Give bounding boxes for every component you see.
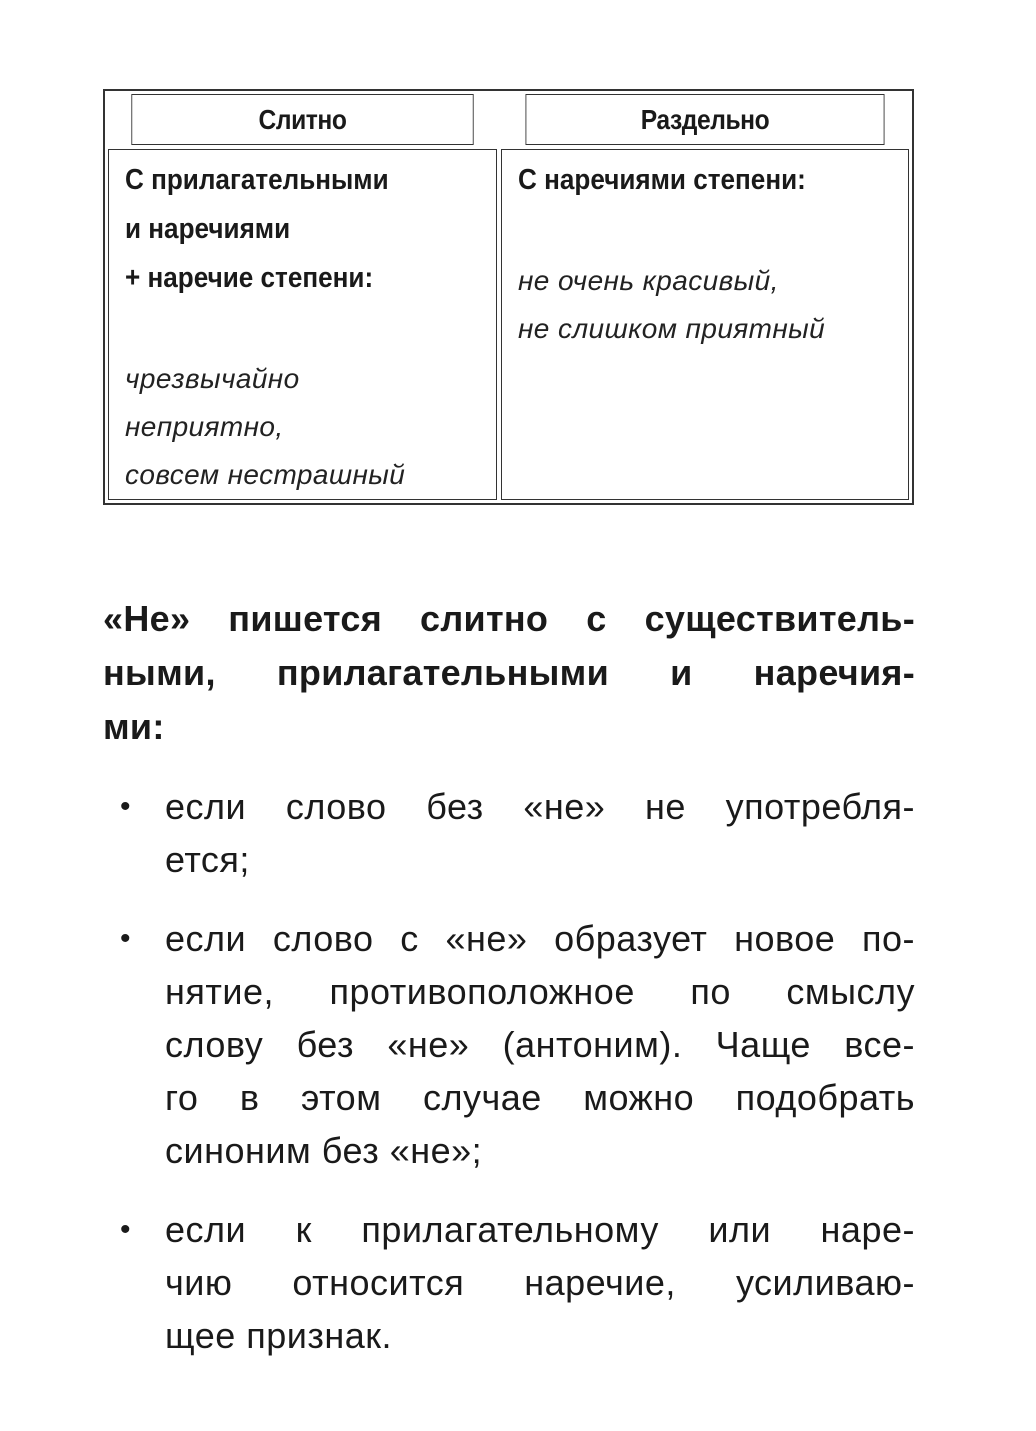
list-item-line: если слово без «не» не употребля-	[165, 786, 915, 827]
list-item	[103, 912, 915, 1177]
example-line: совсем нестрашный	[125, 459, 406, 490]
list-item-line: ется;	[165, 839, 250, 880]
rule-line: С прилагательными	[125, 164, 389, 196]
example-line: неприятно,	[125, 411, 284, 442]
list-item-line: слову без «не» (антоним). Чаще все-	[165, 1024, 915, 1065]
list-item-line: синоним без «не»;	[165, 1130, 483, 1171]
list-item	[103, 780, 915, 886]
example-line: не слишком приятный	[518, 313, 826, 344]
list-item-line: чию относится наречие, усиливаю-	[165, 1262, 915, 1303]
header-separately	[525, 94, 884, 145]
rule-line: С наречиями степени:	[518, 164, 806, 196]
rule-list	[103, 780, 915, 1362]
cell-separately	[501, 149, 909, 500]
header-together-label: Слитно	[258, 103, 347, 135]
list-item-line: нятие, противоположное по смыслу	[165, 971, 915, 1012]
rule-line: и наречиями	[125, 213, 291, 245]
list-item	[103, 1203, 915, 1362]
list-item-line: если слово с «не» образует новое по-	[165, 918, 915, 959]
rule-line: + наречие степени:	[125, 262, 374, 294]
header-together	[131, 94, 473, 145]
section-heading	[103, 592, 915, 754]
list-item-line: если к прилагательному или наре-	[165, 1209, 915, 1250]
heading-line: ми:	[103, 706, 165, 747]
example-line: чрезвычайно	[125, 363, 300, 394]
list-item-line: щее признак.	[165, 1315, 393, 1356]
example-line: не очень красивый,	[518, 265, 779, 296]
header-separately-label: Раздельно	[640, 103, 770, 135]
rules-table	[103, 89, 914, 505]
heading-line: «Не» пишется слитно с существитель-	[103, 598, 915, 639]
bullet-icon: •	[120, 1213, 132, 1246]
bullet-icon: •	[120, 922, 132, 955]
cell-together	[108, 149, 497, 500]
bullet-icon: •	[120, 790, 132, 823]
heading-line: ными, прилагательными и наречия-	[103, 652, 915, 693]
list-item-line: го в этом случае можно подобрать	[165, 1077, 915, 1118]
